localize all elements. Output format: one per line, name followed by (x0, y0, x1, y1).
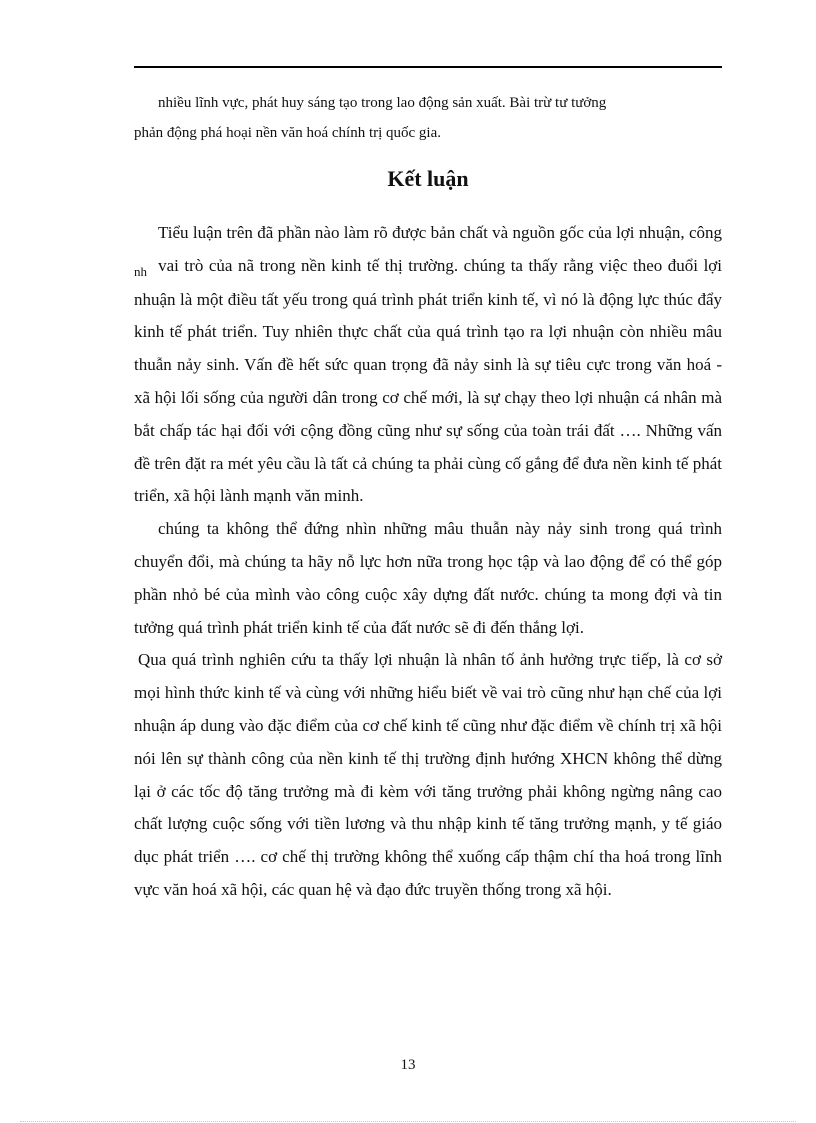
inline-fragment: nh (134, 263, 147, 279)
intro-text (134, 88, 722, 148)
page-bottom-border (20, 1121, 796, 1122)
page-number: 13 (400, 1057, 416, 1073)
paragraph-1-start: Tiểu luận trên đã phần nào làm rõ được bản chất và nguồn gốc của lợi nhuận, công (158, 223, 722, 242)
paragraph-1-end: vai trò của nã trong nền kinh tế thị trường. chúng ta thấy rằng việc theo đuổi lợi nhuận là một điều tất yếu trong quá trình phát triển kinh tế, vì nó là động lực thúc đẩy kinh tế phát triển. Tuy nhiên thực chất của quá trình tạo ra lợi nhuận còn nhiều mâu thuẫn nảy sinh. Vấn đề hết sức quan trọng đã nảy sinh là sự tiêu cực trong văn hoá - xã hội lối sống của người dân trong cơ chế mới, là sự chạy theo lợi nhuận cá nhân mà bắt chấp tác hại đối với cộng đồng cũng như sự sống của toàn trái đất …. Những vấn đề trên đặt ra mét yêu cầu là tất cả chúng ta phải cùng cố gắng để đưa nền kinh tế phát triển, xã hội lành mạnh văn minh. (134, 255, 723, 506)
body-text (134, 217, 722, 907)
intro-line-1: nhiều lĩnh vực, phát huy sáng tạo trong lao động sản xuất. Bài trừ tư tưởng (158, 95, 607, 111)
paragraph-1 (134, 217, 722, 513)
header-rule (134, 66, 722, 68)
section-heading: Kết luận (387, 166, 469, 191)
paragraph-2: chúng ta không thể đứng nhìn những mâu thuẫn này nảy sinh trong quá trình chuyển đổi, mà chúng ta hãy nỗ lực hơn nữa trong học tập và lao động để có thể góp phần nhỏ bé của mình vào công cuộc xây dựng đất nước. chúng ta mong đợi và tin tưởng quá trình phát triển kinh tế của đất nước sẽ đi đến thắng lợi. (134, 519, 722, 637)
page-content (134, 88, 722, 907)
intro-line-2: phản động phá hoại nền văn hoá chính trị quốc gia. (134, 125, 442, 141)
paragraph-3: Qua quá trình nghiên cứu ta thấy lợi nhuận là nhân tố ảnh hưởng trực tiếp, là cơ sở mọi hình thức kinh tế và cùng với những hiểu biết về vai trò cũng như hạn chế của lợi nhuận áp dung vào đặc điểm của cơ chế kinh tế cũng như đặc điểm về chính trị xã hội nói lên sự thành công của nền kinh tế thị trường định hướng XHCN không thể dừng lại ở các tốc độ tăng trưởng mà đi kèm với tăng trưởng phải không ngừng nâng cao chất lượng cuộc sống với tiền lương và thu nhập kinh tế tăng trưởng mạnh, y tế giáo dục phát triển …. cơ chế thị trường không thể xuống cấp thậm chí tha hoá trong lĩnh vực văn hoá xã hội, các quan hệ và đạo đức truyền thống trong xã hội. (134, 650, 722, 899)
